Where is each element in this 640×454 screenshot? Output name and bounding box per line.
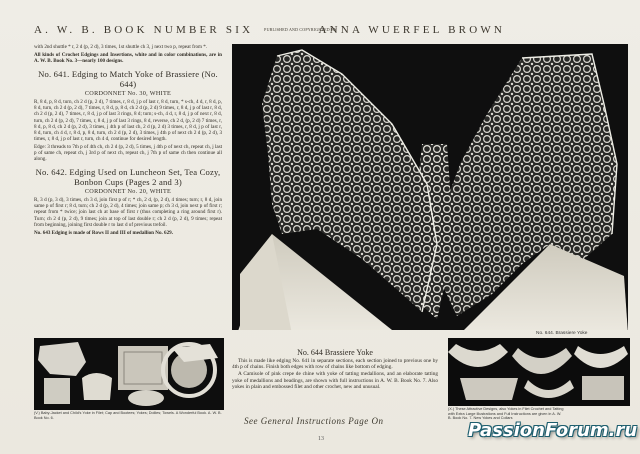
brassiere-yoke-photo: [232, 44, 628, 330]
right-photo-caption: (X.) These Attractive Designs, also Yokes in Filet Crochet and Tatting with Extra Large Illustrations and Full Instructions are given in A. W. B. Book No. 7. New Yokes and Collars: [448, 407, 564, 421]
promo-text: All kinds of Crochet Edgings and Insertions, white and in color combinations, are in A. W. B. Book No. 3—nearly 100 designs.: [34, 52, 222, 65]
header-left: A. W. B. BOOK NUMBER SIX: [34, 24, 254, 36]
page-header: [34, 24, 624, 38]
left-photo-caption: (V.) Baby-Jacket and Child's Yoke in Filet; Cap and Bootees; Yokes; Doilies; Towels. A Wonderful Book. A. W. B. Book No. 6.: [34, 411, 222, 420]
baby-jacket-photo: [34, 338, 224, 410]
center-paragraph-1: This is made like edging No. 641 in separate sections, each section joined to previous one by 4th p of chains. Finish both edges with row of chains like bottom of edging.: [232, 358, 438, 371]
yokes-collars-illustration: [448, 338, 630, 406]
brassiere-yoke-instructions: [232, 348, 438, 408]
baby-jacket-illustration: [34, 338, 224, 410]
section-641-edge: Edge: 3 threads to 7th p of 4th ch, ch 2 d (p, 2 d), 5 times, j 4th p of next ch, repeat ch, j last p of same ch, repeat ch, j 3rd p of next ch, repeat ch, j 7th p of same ch then continue all along.: [34, 143, 222, 163]
section-642-title: No. 642. Edging Used on Luncheon Set, Tea Cozy, Bonbon Cups (Pages 2 and 3): [35, 167, 221, 188]
header-published: PUBLISHED AND COPYRIGHTED BY: [264, 27, 337, 33]
section-642-body: R, 3 d (p, 3 d), 3 times, ch 3 d, join first p of r; * ch, 2 d, (p, 2 d), 4 times; turn; r, 8 d, join same p of first r; 8 d, turn; ch 2 d (p, 2 d), 4 times; join same p; ch 3 d, join next p of first r; repeat from * twice; join last ch at base of first r (thus completing a ring around first r). Turn; ch 2 d (p, 2 d), 9 times; join at top of last double r; ch 2 d (p, 2 d), 9 times; repeat from beginning, joining first double r to last d of previous trefoil.: [34, 197, 222, 228]
site-watermark: PassionForum.ru: [468, 420, 638, 441]
yokes-collars-photo: [448, 338, 630, 406]
header-right: ANNA WUERFEL BROWN: [318, 24, 506, 36]
center-paragraph-2: A Camisole of pink crepe de chine with yoke of tatting medallions, and an elaborate tatting yoke of medallions and beadings, are shown with full instructions in A. W. B. Book No. 7. Also yokes in plain and embossed filet and other crochet, new and unusual.: [232, 371, 438, 390]
left-text-column: [34, 44, 222, 334]
section-641-body: R, 8 d, p, 8 d, turn, ch 2 d (p, 2 d), 7 times, r, 8 d, j p of last r, 8 d, turn, * s-ch, 4 d, r, 8 d, p, 8 d, turn, ch 2 d (p, 2 d), 7 times, r, 8 d, p, 8 d, ch 2 d (p, 2 d) 9 times, r, 8 d, j p of last r, 8 d, ch 2 d (p, 2 d), 7 times, r, 8 d, j p of last 3 rings, 8 d; turn; s-ch, 4 d, r, 8 d, j p of next r, 8 d, turn, ch 2 d (p, 2 d), 7 times, r, 8 d, j p of last 3 rings, 8 d, reverse, ch 2 d, (p, 2 d) 7 times, r, 8 d, p, 8 d, ch 2 d (p, 2 d), 3 times, j 4th p of last ch, 2 d (p, 2 d) 3 times, r, 8 d, j p of last r, 8 d, turn, ch 4 d, r, 8 d, p, 8 d, turn, ch 2 d (p, 2 d), 3 times, j 4th p of next ch 2 d (p, 2 d), 3 times, r, 8 d, j p of last r, turn, ch 4 d, continue for desired length.: [34, 99, 222, 142]
brassiere-yoke-illustration: [232, 44, 628, 330]
note-643: No. 643 Edging is made of Rows II and III of medallion No. 629.: [34, 229, 173, 236]
center-title: No. 644 Brassiere Yoke: [297, 348, 373, 357]
section-642-thread: CORDONNET No. 20, WHITE: [84, 188, 172, 196]
section-641-title: No. 641. Edging to Match Yoke of Brassiere (No. 644): [38, 69, 218, 90]
main-photo-caption: No. 644. Brassiere Yoke: [536, 331, 588, 336]
page-number: 13: [318, 436, 324, 442]
general-instructions-note: See General Instructions Page On: [244, 416, 384, 426]
intro-line: with 2nd shuttle * r, 2 d (p, 2 d), 3 times, 1st shuttle ch 3, j next two p, repeat from *.: [34, 44, 208, 50]
section-641-thread: CORDONNET No. 30, WHITE: [84, 90, 172, 98]
